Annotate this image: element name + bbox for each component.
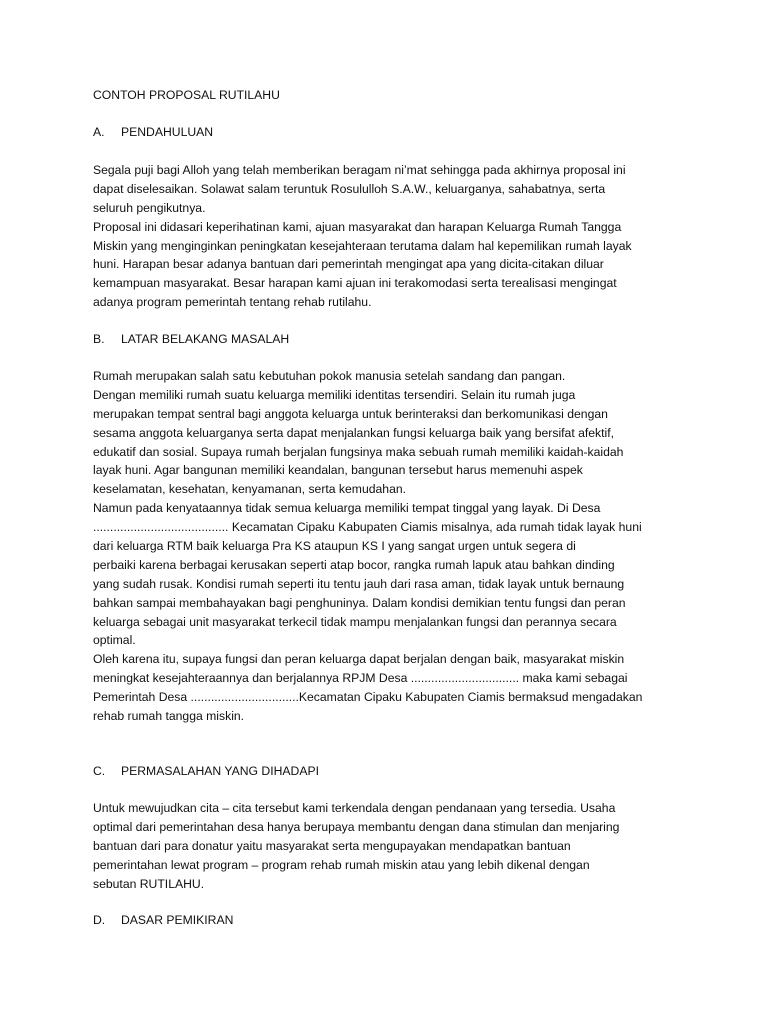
- paragraph-line: Proposal ini didasari keperihatinan kami, ajuan masyarakat dan harapan Keluarga Rumah Tangga: [93, 219, 622, 234]
- paragraph-line: meningkat kesejahteraannya dan berjalannya RPJM Desa ................................ maka kami sebagai: [93, 671, 628, 686]
- paragraph-line: adanya program pemerintah tentang rehab rutilahu.: [93, 295, 372, 310]
- section-title: LATAR BELAKANG MASALAH: [121, 332, 290, 346]
- paragraph-line: Untuk mewujudkan cita – cita tersebut kami terkendala dengan pendanaan yang tersedia. Usaha: [93, 801, 616, 815]
- paragraph-line: pemerintahan lewat program – program rehab rumah miskin atau yang lebih dikenal dengan: [93, 857, 590, 872]
- paragraph-line: layak huni. Agar bangunan memiliki keandalan, bangunan tersebut harus memenuhi aspek: [93, 463, 583, 478]
- section-number: D.: [93, 913, 106, 927]
- paragraph-line: yang sudah rusak. Kondisi rumah seperti itu tentu jauh dari rasa aman, tidak layak untuk bernaung: [93, 576, 625, 591]
- paragraph-line: Miskin yang menginginkan peningkatan kesejahteraan terutama dalam hal kepemilikan rumah layak: [93, 238, 632, 253]
- paragraph-line: Dengan memiliki rumah suatu keluarga memiliki identitas tersendiri. Selain itu rumah juga: [93, 387, 576, 402]
- section-a-body: [93, 161, 678, 312]
- section-number: B.: [93, 332, 105, 346]
- paragraph-line: huni. Harapan besar adanya bantuan dari pemerintah mengingat apa yang dicita-citakan diluar: [93, 257, 604, 272]
- section-title: PERMASALAHAN YANG DIHADAPI: [121, 764, 319, 778]
- paragraph-line: dapat diselesaikan. Solawat salam teruntuk Rosululloh S.A.W., keluarganya, sahabatnya, serta: [93, 181, 606, 196]
- section-number: A.: [93, 125, 105, 139]
- paragraph-line: Pemerintah Desa ................................Kecamatan Cipaku Kabupaten Ciamis bermaksud mengadakan: [93, 690, 643, 705]
- section-c-body: [93, 799, 678, 893]
- section-title: DASAR PEMIKIRAN: [121, 913, 234, 927]
- paragraph-line: Namun pada kenyataannya tidak semua keluarga memiliki tempat tinggal yang layak. Di Desa: [93, 501, 601, 516]
- paragraph-line: optimal.: [93, 633, 136, 648]
- section-heading-a: [93, 125, 213, 139]
- paragraph-line: sesama anggota keluarganya serta dapat menjalankan fungsi keluarga baik yang bersifat afektif,: [93, 425, 615, 440]
- paragraph-line: dari keluarga RTM baik keluarga Pra KS ataupun KS I yang sangat urgen untuk segera di: [93, 539, 576, 554]
- paragraph-line: merupakan tempat sentral bagi anggota keluarga untuk berinteraksi dan berkomunikasi dengan: [93, 406, 608, 421]
- paragraph-line: keluarga sebagai unit masyarakat terkecil tidak mampu menjalankan fungsi dan perannya secara: [93, 614, 617, 629]
- paragraph-line: edukatif dan sosial. Supaya rumah berjalan fungsinya maka sebuah rumah memiliki kaidah-kaidah: [93, 444, 624, 459]
- paragraph-line: bahkan sampai membahayakan bagi penghuninya. Dalam kondisi demikian tentu fungsi dan peran: [93, 595, 626, 610]
- paragraph-line: ........................................ Kecamatan Cipaku Kabupaten Ciamis misalnya, ada rumah tidak layak huni: [93, 520, 642, 535]
- paragraph-line: seluruh pengikutnya.: [93, 200, 206, 215]
- section-heading-c: [93, 764, 319, 778]
- paragraph-line: rehab rumah tangga miskin.: [93, 709, 245, 724]
- paragraph-line: sebutan RUTILAHU.: [93, 876, 205, 891]
- section-b-body: [93, 367, 678, 726]
- paragraph-line: Oleh karena itu, supaya fungsi dan peran keluarga dapat berjalan dengan baik, masyarakat miskin: [93, 652, 625, 667]
- document-title: CONTOH PROPOSAL RUTILAHU: [93, 88, 280, 102]
- paragraph-line: Segala puji bagi Alloh yang telah memberikan beragam ni’mat sehingga pada akhirnya proposal ini: [93, 163, 626, 177]
- paragraph-line: optimal dari pemerintahan desa hanya berupaya membantu dengan dana stimulan dan menjaring: [93, 819, 620, 834]
- section-title: PENDAHULUAN: [121, 125, 214, 139]
- section-number: C.: [93, 764, 106, 778]
- section-heading-d: [93, 913, 233, 927]
- paragraph-line: Rumah merupakan salah satu kebutuhan pokok manusia setelah sandang dan pangan.: [93, 369, 566, 383]
- paragraph-line: kemampuan masyarakat. Besar harapan kami ajuan ini terakomodasi serta terealisasi mengingat: [93, 276, 617, 291]
- paragraph-line: perbaiki karena berbagai kerusakan seperti atap bocor, rangka rumah lapuk atau bahkan dinding: [93, 557, 615, 572]
- paragraph-line: bantuan dari para donatur yaitu masyarakat serta mengupayakan mendapatkan bantuan: [93, 838, 571, 853]
- section-heading-b: [93, 332, 289, 346]
- paragraph-line: keselamatan, kesehatan, kenyamanan, serta kemudahan.: [93, 482, 407, 497]
